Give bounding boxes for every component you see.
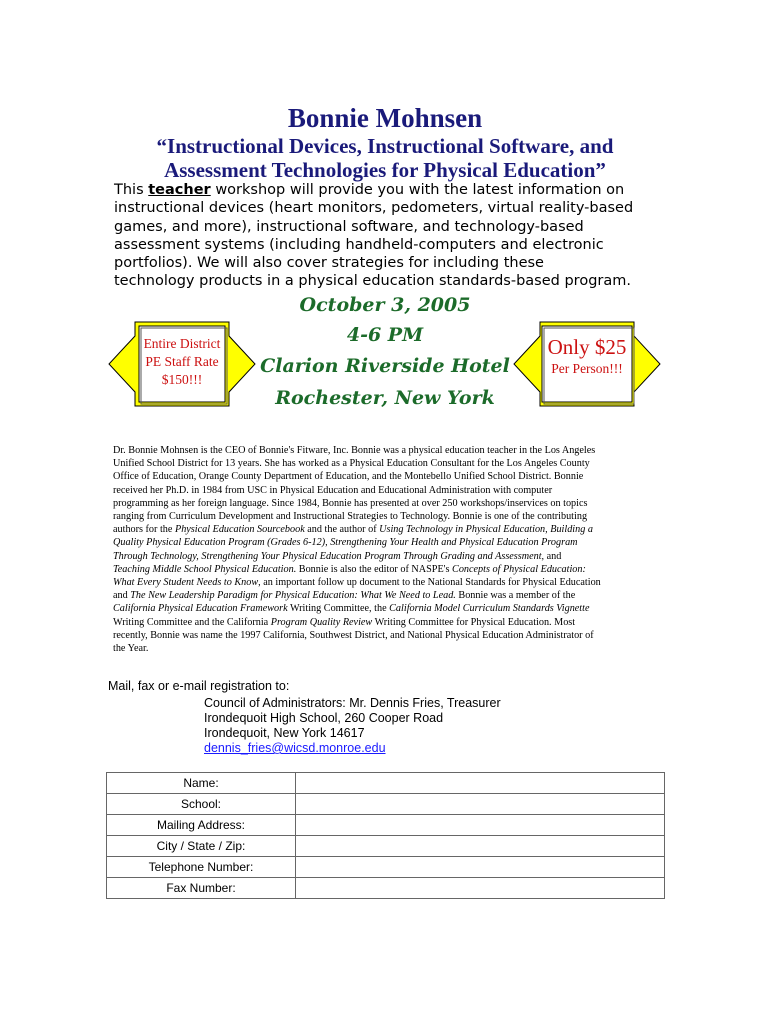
speaker-bio (113, 444, 653, 655)
book-title: Teaching Middle School Physical Education. (113, 563, 297, 575)
book-title: California Model Curriculum Standards Vignette (389, 603, 590, 615)
form-row (107, 773, 665, 794)
per-person-burst (512, 314, 662, 414)
bio-text: authors for the (113, 524, 175, 536)
bio-line: recently, Bonnie was name the 1997 California, Southwest District, and National Physical Education Administrator of (113, 629, 594, 641)
bio-text: Writing Committee, the (287, 603, 390, 615)
fax-field[interactable] (296, 878, 665, 899)
bio-text: Bonnie is also the editor of NASPE's (296, 563, 453, 575)
book-title: The New Leadership Paradigm for Physical Education: What We Need to Lead. (130, 590, 456, 602)
intro-text: This (114, 182, 149, 198)
workshop-title-line-1: “Instructional Devices, Instructional Software, and (156, 134, 614, 158)
name-label: Name: (107, 773, 296, 794)
district-rate-line-2: PE Staff Rate (145, 354, 219, 369)
book-title: Concepts of Physical Education: (452, 563, 586, 575)
book-title: California Physical Education Framework (113, 603, 288, 615)
city-state-zip-label: City / State / Zip: (107, 836, 296, 857)
bio-line (113, 523, 653, 536)
address-line-2: Irondequoit High School, 260 Cooper Road (204, 711, 444, 725)
bio-line: Unified School District for 13 years. She has worked as a Physical Education Consultant for the Los Angeles County (113, 458, 590, 470)
intro-text: workshop will provide you with the latest information on (210, 182, 625, 198)
bio-text: Writing Committee and the California (113, 616, 271, 628)
bio-text: and the author of (304, 524, 380, 536)
event-details (260, 290, 510, 414)
address-line-1: Council of Administrators: Mr. Dennis Fries, Treasurer (204, 696, 501, 710)
bio-line (113, 563, 653, 576)
bio-text: , an important follow up document to the National Standards for Physical Education (258, 577, 601, 589)
event-date: October 3, 2005 (299, 294, 471, 316)
city-state-zip-field[interactable] (296, 836, 665, 857)
district-rate-burst (107, 314, 257, 414)
bio-text: Writing Committee for Physical Education. Most (372, 616, 576, 628)
book-title: Through Technology, Strengthening Your Physical Education Program Through Grading and Assessment, (113, 550, 545, 562)
teacher-emphasis: teacher (148, 182, 211, 198)
bio-line: received her Ph.D. in 1984 from USC in Physical Education and Educational Administration with computer (113, 484, 553, 496)
mailing-address-label: Mailing Address: (107, 815, 296, 836)
bio-line (113, 536, 653, 549)
bio-line (113, 576, 653, 589)
bio-line (113, 616, 653, 629)
bio-line (113, 550, 653, 563)
workshop-title (0, 134, 770, 182)
per-person-price: Only $25 (547, 335, 627, 359)
event-venue: Clarion Riverside Hotel (260, 355, 510, 377)
book-title: Using Technology in Physical Education, Building a (379, 524, 593, 536)
form-row (107, 878, 665, 899)
bio-text: Bonnie was a member of the (455, 590, 576, 602)
bio-line (113, 602, 653, 615)
intro-line (114, 181, 654, 199)
mailing-address-field[interactable] (296, 815, 665, 836)
registration-label: Mail, fax or e-mail registration to: (108, 679, 290, 693)
name-field[interactable] (296, 773, 665, 794)
bio-line: the Year. (113, 643, 149, 655)
book-title: Quality Physical Education Program (Grades 6-12), Strengthening Your Health and Physical Education Program (113, 537, 578, 549)
school-label: School: (107, 794, 296, 815)
per-person-label: Per Person!!! (551, 361, 623, 376)
intro-line: technology products in a physical education standards-based program. (114, 273, 631, 290)
bio-line: Dr. Bonnie Mohnsen is the CEO of Bonnie's Fitware, Inc. Bonnie was a physical education teacher in the Los Angeles (113, 445, 596, 456)
bio-text: and (544, 550, 562, 562)
intro-line: portfolios). We will also cover strategies for including these (114, 255, 544, 272)
bio-line: Office of Education, Orange County Department of Education, and the Montebello Unified School District. Bonnie (113, 471, 584, 483)
registration-email-link[interactable]: dennis_fries@wicsd.monroe.edu (204, 741, 386, 755)
registration-address (204, 696, 501, 756)
form-row (107, 815, 665, 836)
telephone-label: Telephone Number: (107, 857, 296, 878)
intro-line: games, and more), instructional software, and technology-based (114, 218, 584, 235)
book-title: What Every Student Needs to Know (113, 577, 259, 589)
school-field[interactable] (296, 794, 665, 815)
book-title: Program Quality Review (270, 616, 373, 628)
intro-paragraph (114, 181, 654, 291)
registration-form (106, 772, 665, 899)
bio-text: and (113, 590, 131, 602)
address-line-3: Irondequoit, New York 14617 (204, 726, 365, 740)
event-time: 4-6 PM (346, 324, 424, 346)
district-rate-price: $150!!! (161, 372, 203, 387)
form-row (107, 857, 665, 878)
event-city: Rochester, New York (275, 387, 495, 409)
intro-line: assessment systems (including handheld-computers and electronic (114, 236, 604, 253)
workshop-title-line-2: Assessment Technologies for Physical Education” (164, 158, 606, 182)
flyer-title: Bonnie Mohnsen (287, 103, 483, 133)
fax-label: Fax Number: (107, 878, 296, 899)
telephone-field[interactable] (296, 857, 665, 878)
bio-line: ranging from Curriculum Development and Instructional Strategies to Technology. Bonnie is one of the contributing (113, 511, 588, 523)
book-title: Physical Education Sourcebook (174, 524, 305, 536)
form-row (107, 794, 665, 815)
bio-line: programming as her foreign language. Since 1984, Bonnie has presented at over 250 workshops/inservices on topics (113, 497, 588, 509)
district-rate-line-1: Entire District (143, 336, 221, 351)
intro-line: instructional devices (heart monitors, pedometers, virtual reality-based (114, 200, 634, 217)
form-row (107, 836, 665, 857)
bio-line (113, 589, 653, 602)
